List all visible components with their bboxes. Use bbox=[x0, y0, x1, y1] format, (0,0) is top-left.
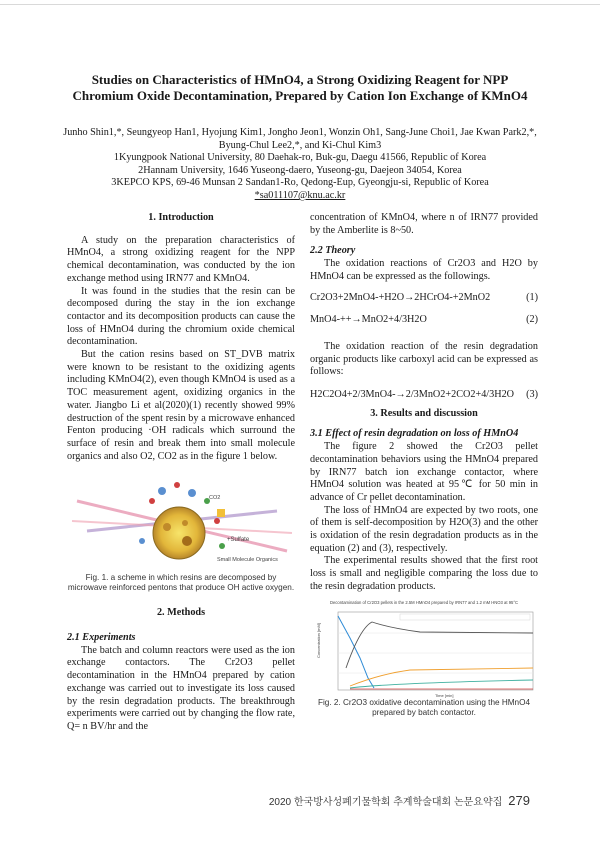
fig1-label-sulfate: +Sulfate bbox=[227, 537, 250, 544]
results-paragraph-3: The experimental results showed that the first root loss is small and negligible comparing the loss due to the resin degradation products. bbox=[310, 555, 538, 592]
results-paragraph-1: The figure 2 showed the Cr2O3 pellet decontamination behaviors using the HMnO4 prepared by IRN77 batch ion exchange contactor, where HMnO4 solution was heated at 95℃ for 50 min in advance of Cr pellet decontamination. bbox=[310, 441, 538, 503]
theory-paragraph: The oxidation reactions of Cr2O3 and H2O by HMnO4 can be expressed as the followings. bbox=[310, 258, 538, 282]
email-link[interactable]: *sa011107@knu.ac.kr bbox=[254, 189, 346, 201]
equation-3-number: (3) bbox=[526, 389, 538, 401]
footer-text: 2020 한국방사성폐기물학회 추계학술대회 논문요약집 bbox=[268, 797, 503, 808]
author-block bbox=[50, 127, 550, 203]
section-methods: 2. Methods bbox=[156, 607, 206, 619]
equation-3-text: H2C2O4+2/3MnO4-→2/3MnO2+2CO2+4/3H2O bbox=[310, 389, 515, 401]
affiliation-2: 2Hannam University, 1646 Yuseong-daero, Yuseong-gu, Daejeon 34054, Korea bbox=[138, 164, 462, 176]
equation-1-text: Cr2O3+2MnO4-+H2O→2HCrO4-+2MnO2 bbox=[310, 291, 491, 303]
subsection-effect: 3.1 Effect of resin degradation on loss of HMnO4 bbox=[310, 428, 519, 440]
section-results: 3. Results and discussion bbox=[370, 407, 478, 419]
methods-continued: concentration of KMnO4, where n of IRN77 provided by the Amberlite is 8~50. bbox=[310, 212, 538, 236]
fig1-label-co2: CO2 bbox=[209, 495, 221, 502]
theory-paragraph-2: The oxidation reaction of the resin degradation organic products like carboxyl acid can be expressed as follows: bbox=[310, 340, 538, 378]
equation-2-text: MnO4-++→MnO2+4/3H2O bbox=[310, 314, 427, 326]
equation-1-number: (1) bbox=[526, 291, 538, 303]
page-number: 279 bbox=[508, 793, 530, 808]
decontamination-chart bbox=[310, 598, 538, 698]
intro-paragraph-3: But the cation resins based on ST_DVB matrix were known to be resistant to the oxidizing agents including KMnO4(2), even though KMnO4 is used as a TOC measurement agent, oxidizing organics in the water. Jiangbo Li et al(2020)(1) recently showed 99% destruction of the spent resin by a microwave enhanced Fenton producing ·OH radicals which surround the surface of resin and break them into small molecule organics and also O2, CO2 as in the figure 1 below. bbox=[67, 349, 295, 462]
figure-2-caption: Fig. 2. Cr2O3 oxidative decontamination using the HMnO4 prepared by batch contactor. bbox=[317, 697, 531, 717]
right-column bbox=[310, 212, 538, 718]
top-border bbox=[0, 4, 600, 5]
equation-2 bbox=[310, 314, 538, 327]
methods-paragraph: The batch and column reactors were used as the ion exchange contactors. The Cr2O3 pellet decontamination in the HMnO4 prepared by cation exchange was carried out to investigate its loss caused by the resin degradation products. The breakthrough experiments were carried out by changing the flow rate, Q= n BV/hr and the bbox=[67, 644, 295, 732]
author-line-1: Junho Shin1,*, Seungyeop Han1, Hyojung Kim1, Jongho Jeon1, Wonzin Oh1, Sang-June Choi1, Jae Kwan Park2,*, bbox=[63, 127, 537, 138]
intro-paragraph-2: It was found in the studies that the resin can be decomposed during the stay in the ion exchange contactor and its decomposition products can cause the loss of HMnO4 during the chromium oxide chemical decontamination. bbox=[67, 285, 295, 348]
fig2-xlabel: Time [min] bbox=[435, 692, 454, 698]
section-introduction: 1. Introduction bbox=[148, 212, 214, 223]
page-footer bbox=[269, 793, 530, 808]
affiliation-1: 1Kyungpook National University, 80 Daehak-ro, Buk-gu, Daegu 41566, Republic of Korea bbox=[113, 152, 487, 164]
paper-title: Studies on Characteristics of HMnO4, a Strong Oxidizing Reagent for NPP Chromium Oxide Decontamination, Prepared by Cation Ion Exchange of KMnO4 bbox=[72, 72, 528, 103]
equation-1 bbox=[310, 292, 538, 305]
figure-1 bbox=[67, 471, 295, 569]
equation-2-number: (2) bbox=[526, 314, 538, 326]
figure-2 bbox=[310, 598, 538, 698]
author-line-2: Byung-Chul Lee2,*, and Ki-Chul Kim3 bbox=[218, 139, 382, 151]
intro-paragraph-1: A study on the preparation characteristics of HMnO4, a strong oxidizing reagent for the NPP chemical decontamination, was conducted by the ion exchange method using IRN77 and KMnO4. bbox=[67, 234, 295, 284]
fig2-ylabel: Concentration [mM] bbox=[316, 622, 321, 658]
fig1-label-organics: Small Molecule Organics bbox=[217, 557, 278, 564]
subsection-experiments: 2.1 Experiments bbox=[67, 632, 136, 644]
affiliation-3: 3KEPCO KPS, 69-46 Munsan 2 Sandan1-Ro, Qedong-Eup, Gyeongju-si, Republic of Korea bbox=[111, 177, 489, 189]
figure-1-caption: Fig. 1. a scheme in which resins are decomposed by microwave reinforced pentons that produce OH active oxygen. bbox=[67, 573, 295, 593]
results-paragraph-2: The loss of HMnO4 are expected by two roots, one of them is self-decomposition by H2O(3) and the other is oxidation of the resin degradation products as in the equation (2) and (3), respectively. bbox=[310, 504, 538, 554]
subsection-theory: 2.2 Theory bbox=[310, 245, 356, 257]
fig2-title: Decontamination of Cr2O3 pellets in the 2.5M HMnO4 prepared by IRN77 and 1.2 mM HNO3 at 95°C bbox=[329, 599, 519, 605]
equation-3 bbox=[310, 389, 538, 402]
left-column bbox=[67, 212, 295, 734]
resin-decomposition-illustration bbox=[67, 471, 295, 569]
